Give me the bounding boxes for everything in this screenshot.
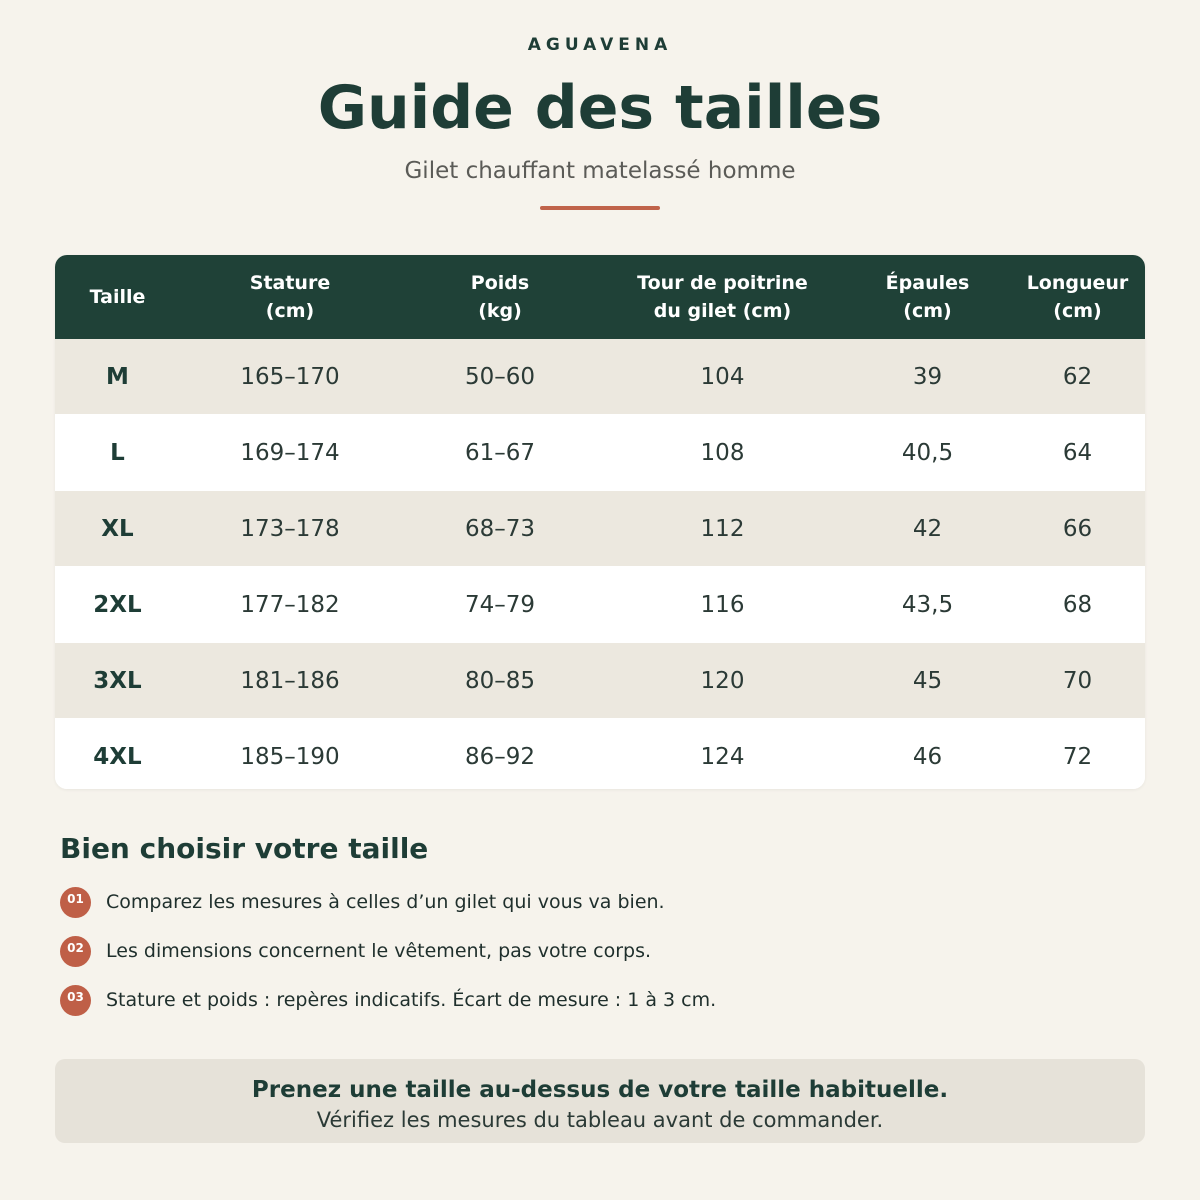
- cell-stature: 177–182: [180, 567, 400, 643]
- cell-longueur: 62: [1010, 339, 1145, 415]
- tip-item: [60, 984, 716, 1016]
- cell-stature: 169–174: [180, 415, 400, 491]
- tip-number-badge: 03: [60, 985, 91, 1016]
- cell-poitrine: 124: [600, 719, 845, 790]
- page-title: Guide des tailles: [317, 73, 883, 143]
- header-stature: Stature (cm): [180, 255, 400, 339]
- cell-poids: 86–92: [400, 719, 600, 790]
- cell-longueur: 72: [1010, 719, 1145, 790]
- cell-longueur: 66: [1010, 491, 1145, 567]
- header-epaules: Épaules (cm): [845, 255, 1010, 339]
- tip-item: [60, 886, 665, 918]
- title-divider: [540, 206, 660, 210]
- cell-size: 4XL: [55, 719, 180, 790]
- cell-epaules: 46: [845, 719, 1010, 790]
- cell-epaules: 39: [845, 339, 1010, 415]
- cell-poids: 68–73: [400, 491, 600, 567]
- sizing-note-banner: [55, 1059, 1145, 1143]
- cell-poitrine: 112: [600, 491, 845, 567]
- cell-epaules: 43,5: [845, 567, 1010, 643]
- cell-poids: 61–67: [400, 415, 600, 491]
- header-taille: Taille: [55, 255, 180, 339]
- note-subtext: Vérifiez les mesures du tableau avant de commander.: [316, 1108, 884, 1132]
- cell-poids: 74–79: [400, 567, 600, 643]
- tip-item: [60, 935, 651, 967]
- tip-text: Les dimensions concernent le vêtement, pas votre corps.: [106, 940, 652, 962]
- cell-poitrine: 104: [600, 339, 845, 415]
- table-row: [55, 567, 1145, 643]
- header-poids: Poids (kg): [400, 255, 600, 339]
- header-longueur: Longueur (cm): [1010, 255, 1145, 339]
- cell-epaules: 40,5: [845, 415, 1010, 491]
- table-row: [55, 719, 1145, 790]
- tip-number-badge: 01: [60, 887, 91, 918]
- cell-stature: 185–190: [180, 719, 400, 790]
- cell-poids: 80–85: [400, 643, 600, 719]
- cell-size: M: [55, 339, 180, 415]
- cell-longueur: 68: [1010, 567, 1145, 643]
- tip-text: Comparez les mesures à celles d’un gilet qui vous va bien.: [106, 891, 665, 913]
- size-table: [55, 255, 1145, 789]
- cell-size: L: [55, 415, 180, 491]
- cell-size: 2XL: [55, 567, 180, 643]
- cell-stature: 173–178: [180, 491, 400, 567]
- cell-stature: 181–186: [180, 643, 400, 719]
- table-row: [55, 491, 1145, 567]
- cell-poitrine: 116: [600, 567, 845, 643]
- cell-epaules: 42: [845, 491, 1010, 567]
- cell-stature: 165–170: [180, 339, 400, 415]
- cell-poitrine: 120: [600, 643, 845, 719]
- size-table-card: [55, 255, 1145, 789]
- page-subtitle: Gilet chauffant matelassé homme: [404, 158, 796, 184]
- cell-size: 3XL: [55, 643, 180, 719]
- cell-longueur: 70: [1010, 643, 1145, 719]
- cell-poids: 50–60: [400, 339, 600, 415]
- cell-epaules: 45: [845, 643, 1010, 719]
- cell-size: XL: [55, 491, 180, 567]
- header-tour-de-poitrine: Tour de poitrine du gilet (cm): [600, 255, 845, 339]
- table-row: [55, 339, 1145, 415]
- table-row: [55, 415, 1145, 491]
- cell-longueur: 64: [1010, 415, 1145, 491]
- note-headline: Prenez une taille au-dessus de votre taille habituelle.: [251, 1077, 949, 1103]
- tip-number-badge: 02: [60, 936, 91, 967]
- table-header-row: [55, 255, 1145, 339]
- tips-heading: Bien choisir votre taille: [60, 832, 429, 865]
- brand-name: AGUAVENA: [527, 35, 673, 55]
- table-row: [55, 643, 1145, 719]
- cell-poitrine: 108: [600, 415, 845, 491]
- tip-text: Stature et poids : repères indicatifs. Écart de mesure : 1 à 3 cm.: [106, 989, 717, 1011]
